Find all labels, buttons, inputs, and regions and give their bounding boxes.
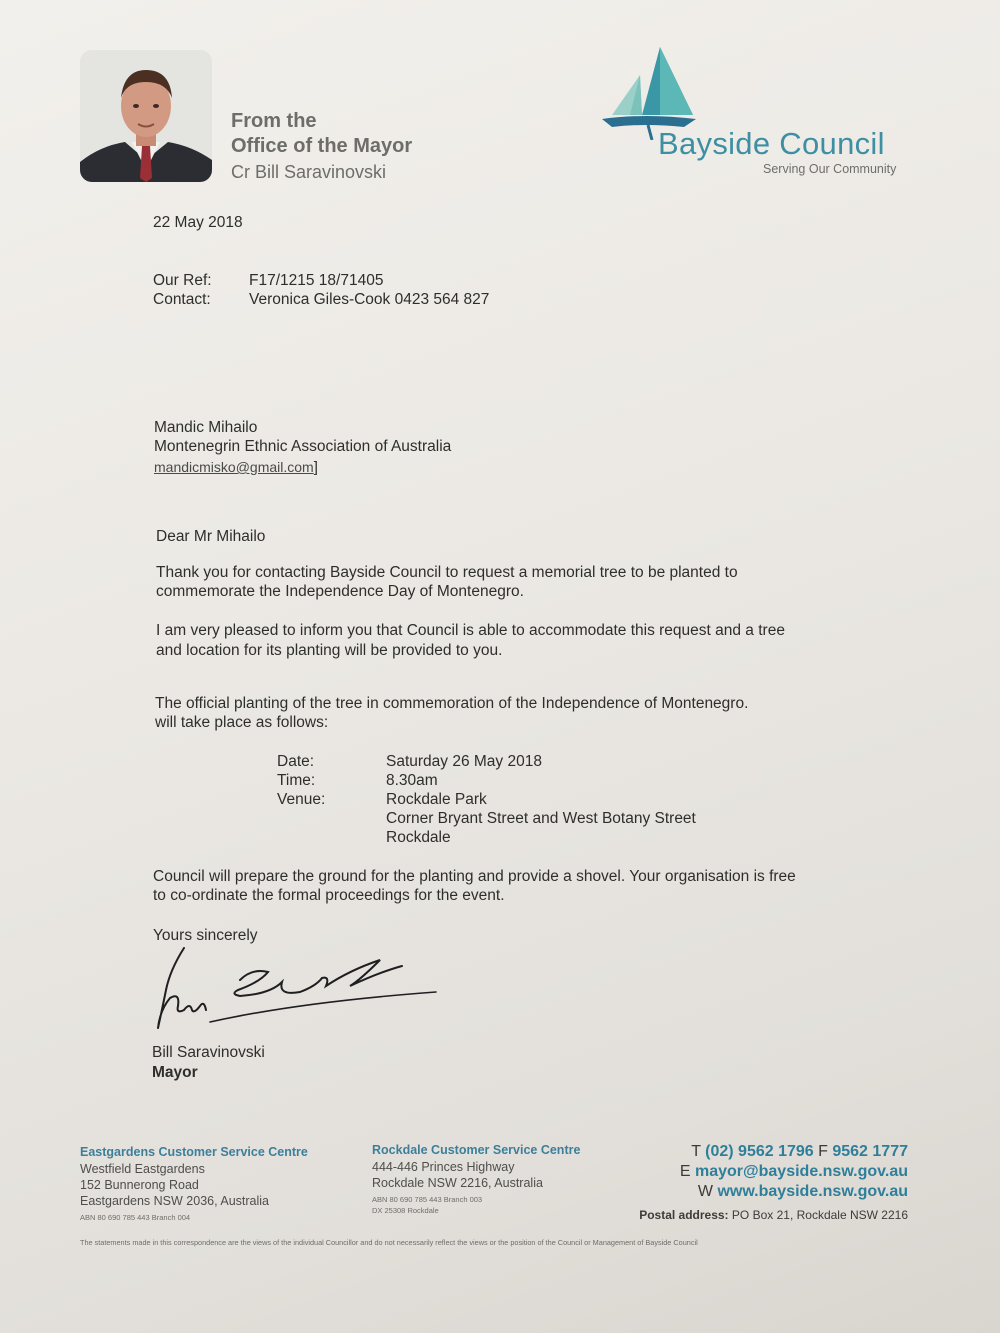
header-from-line: From the <box>231 110 317 132</box>
ref-label: Our Ref: <box>153 272 212 289</box>
signatory-title: Mayor <box>152 1064 198 1081</box>
fax-value: 9562 1777 <box>832 1143 908 1160</box>
paragraph-2-line-1: I am very pleased to inform you that Council is able to accommodate this request and a tree <box>156 622 785 639</box>
closing: Yours sincerely <box>153 927 258 944</box>
website-label: W <box>697 1183 713 1200</box>
header-councillor: Cr Bill Saravinovski <box>231 162 387 182</box>
footer-rockdale-line-1: 444-446 Princes Highway <box>372 1160 515 1174</box>
footer-rockdale-abn: ABN 80 690 785 443 Branch 003 <box>372 1195 483 1204</box>
postal-value: PO Box 21, Rockdale NSW 2216 <box>731 1208 908 1222</box>
footer-rockdale-line-2: Rockdale NSW 2216, Australia <box>372 1176 543 1190</box>
handwritten-signature <box>140 940 450 1040</box>
mayor-email-link[interactable]: mayor@bayside.nsw.gov.au <box>695 1163 908 1180</box>
header-office-line: Office of the Mayor <box>231 135 413 157</box>
phone-value: (02) 9562 1796 <box>705 1143 814 1160</box>
event-time-label: Time: <box>277 772 316 789</box>
event-venue-label: Venue: <box>277 791 326 808</box>
ref-value: F17/1215 18/71405 <box>249 272 384 289</box>
event-venue-line-1: Rockdale Park <box>386 791 487 808</box>
fax-label: F <box>818 1143 828 1160</box>
event-date-value: Saturday 26 May 2018 <box>386 753 542 770</box>
letter-date: 22 May 2018 <box>153 214 243 231</box>
event-venue-line-3: Rockdale <box>386 829 451 846</box>
paragraph-1-line-2: commemorate the Independence Day of Montenegro. <box>156 583 524 600</box>
footer-website <box>600 1183 908 1201</box>
footer-eastgardens-line-2: 152 Bunnerong Road <box>80 1178 199 1192</box>
paragraph-3-line-2: will take place as follows: <box>155 714 329 731</box>
salutation: Dear Mr Mihailo <box>156 528 266 545</box>
footer-eastgardens-line-1: Westfield Eastgardens <box>80 1162 205 1176</box>
mayor-photo <box>80 50 212 182</box>
footer-postal-address <box>580 1208 908 1222</box>
signatory-name: Bill Saravinovski <box>152 1044 265 1061</box>
postal-label: Postal address: <box>639 1208 729 1222</box>
mayor-portrait-image <box>80 50 212 182</box>
recipient-email[interactable]: mandicmisko@gmail.com <box>154 459 314 475</box>
footer-eastgardens-line-3: Eastgardens NSW 2036, Australia <box>80 1194 269 1208</box>
footer-rockdale-heading: Rockdale Customer Service Centre <box>372 1143 581 1157</box>
footer-email <box>600 1163 908 1181</box>
email-label: E <box>679 1163 691 1180</box>
recipient-name: Mandic Mihailo <box>154 419 258 436</box>
paragraph-4-line-2: to co-ordinate the formal proceedings for the event. <box>153 887 505 904</box>
footer-phone-fax <box>660 1143 908 1161</box>
footer-eastgardens-heading: Eastgardens Customer Service Centre <box>80 1145 308 1159</box>
contact-label: Contact: <box>153 291 211 308</box>
logo-tagline: Serving Our Community <box>763 162 897 176</box>
phone-label: T <box>691 1143 701 1160</box>
logo-name: Bayside Council <box>658 126 885 161</box>
email-bracket: ] <box>313 459 318 476</box>
paragraph-3-line-1: The official planting of the tree in commemoration of the Independence of Montenegro. <box>155 695 749 712</box>
footer-rockdale-dx: DX 25308 Rockdale <box>372 1206 439 1215</box>
footer-eastgardens-abn: ABN 80 690 785 443 Branch 004 <box>80 1213 191 1222</box>
event-date-label: Date: <box>277 753 315 770</box>
paragraph-1-line-1: Thank you for contacting Bayside Council to request a memorial tree to be planted to <box>156 564 738 581</box>
event-time-value: 8.30am <box>386 772 438 789</box>
recipient-org: Montenegrin Ethnic Association of Australia <box>154 438 452 455</box>
paragraph-2-line-2: and location for its planting will be provided to you. <box>156 642 503 659</box>
website-link[interactable]: www.bayside.nsw.gov.au <box>717 1183 908 1200</box>
event-venue-line-2: Corner Bryant Street and West Botany Street <box>386 810 696 827</box>
paragraph-4-line-1: Council will prepare the ground for the planting and provide a shovel. Your organisation is free <box>153 868 796 885</box>
contact-value: Veronica Giles-Cook 0423 564 827 <box>249 291 490 308</box>
recipient-email-block <box>154 458 318 477</box>
footer-disclaimer: The statements made in this correspondence are the views of the individual Councillor and do not necessarily reflect the views or the position of the Council or Management of Bayside Council <box>80 1238 698 1247</box>
